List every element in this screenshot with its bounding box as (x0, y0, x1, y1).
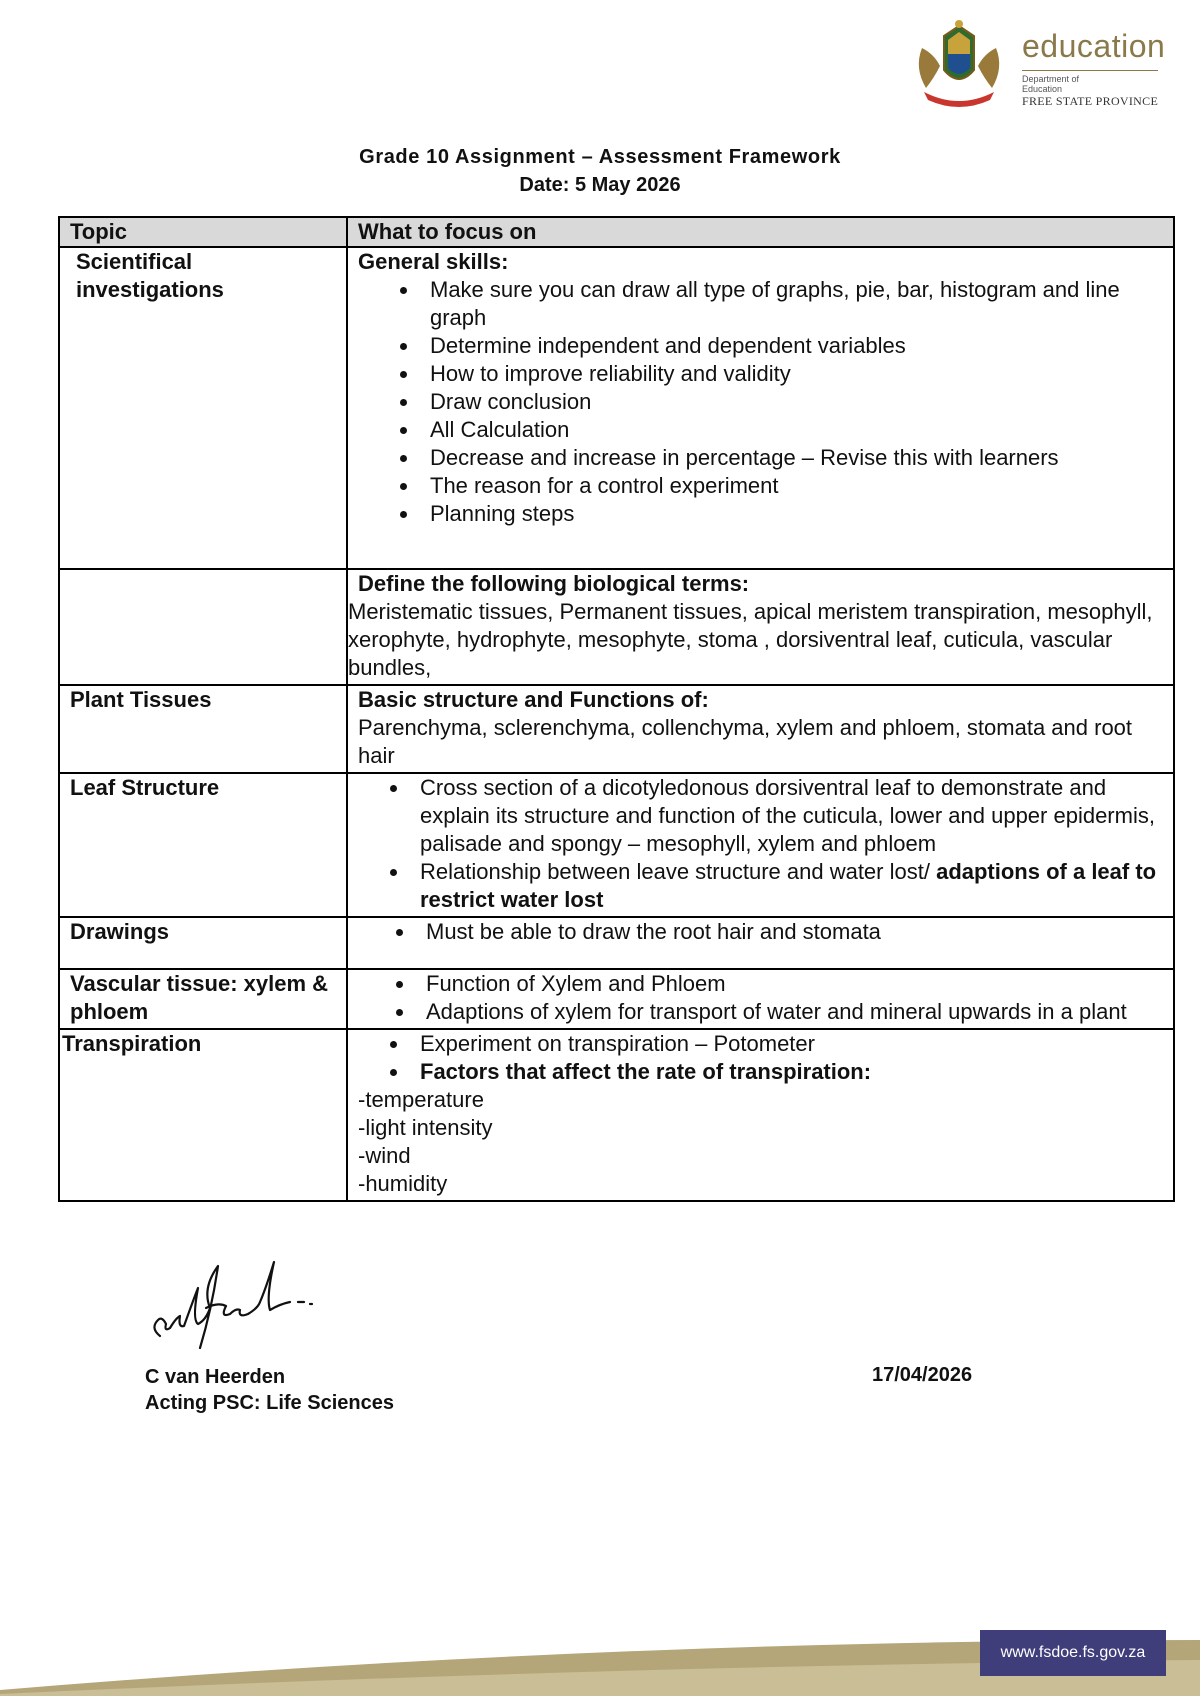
signature-date: 17/04/2026 (872, 1364, 973, 1386)
transpiration-factors-list (348, 1086, 1163, 1198)
drawings-list (358, 918, 1163, 946)
table-row (59, 569, 1174, 685)
logo-divider (1022, 70, 1158, 71)
list-item (410, 1058, 1163, 1086)
footer-website-url: www.fsdoe.fs.gov.za (980, 1630, 1166, 1676)
list-item: • Must be able to draw the root hair and stomata (416, 918, 1163, 946)
table-header-row (59, 217, 1174, 247)
department-logo (904, 18, 1164, 108)
topic-transpiration: Transpiration (62, 1031, 202, 1056)
topic-cell (59, 969, 347, 1029)
list-item (410, 858, 1173, 914)
list-item: • Experiment on transpiration – Potometer (410, 1030, 1163, 1058)
leaf-item-bold: adaptions of a leaf to restrict water lost (420, 859, 1157, 912)
biological-terms-heading: Define the following biological terms: (358, 571, 750, 596)
plant-tissues-text: Parenchyma, sclerenchyma, collenchyma, xylem and phloem, stomata and root hair (358, 715, 1133, 768)
logo-brand-text: education (1022, 28, 1166, 64)
topic-cell (59, 1029, 347, 1201)
general-skills-list (358, 276, 1163, 528)
focus-cell (347, 773, 1174, 917)
list-item: • All Calculation (420, 416, 1163, 444)
list-item: • Determine independent and dependent variables (420, 332, 1163, 360)
focus-cell (347, 969, 1174, 1029)
document-title: Grade 10 Assignment – Assessment Framework (359, 146, 841, 168)
list-item: • The reason for a control experiment (420, 472, 1163, 500)
signatory-block (145, 1364, 394, 1416)
focus-cell (347, 1029, 1174, 1201)
topic-scientifical-investigations: Scientifical investigations (76, 249, 224, 302)
list-item: -wind (358, 1143, 411, 1168)
topic-cell (59, 247, 347, 569)
general-skills-heading: General skills: (358, 249, 509, 274)
coat-of-arms-icon (904, 18, 1014, 108)
list-item: • Cross section of a dicotyledonous dorsiventral leaf to demonstrate and explain its structure and function of the cuticula, lower and upper epidermis, palisade and spongy – mesophyll, xylem and phloem (410, 774, 1173, 858)
assessment-framework-table (58, 216, 1175, 1202)
focus-cell (347, 685, 1174, 773)
list-item: • Function of Xylem and Phloem (416, 970, 1163, 998)
list-item: • Decrease and increase in percentage – Revise this with learners (420, 444, 1163, 472)
topic-drawings: Drawings (70, 919, 170, 944)
topic-plant-tissues: Plant Tissues (70, 687, 212, 712)
table-row (59, 247, 1174, 569)
list-item: -temperature (358, 1087, 484, 1112)
list-item: -humidity (358, 1171, 448, 1196)
leaf-item-plain: Relationship between leave structure and water lost/ (420, 859, 937, 884)
table-row (59, 917, 1174, 969)
logo-sub-line-3: FREE STATE PROVINCE (1022, 94, 1159, 108)
topic-cell-empty (59, 569, 347, 685)
topic-vascular-tissue: Vascular tissue: xylem & phloem (70, 971, 329, 1024)
topic-cell (59, 917, 347, 969)
leaf-structure-list (358, 774, 1173, 914)
document-date: Date: 5 May 2026 (519, 174, 681, 196)
transpiration-list (348, 1030, 1163, 1086)
signatory-role: Acting PSC: Life Sciences (145, 1392, 394, 1414)
table-row (59, 773, 1174, 917)
biological-terms-text: Meristematic tissues, Permanent tissues, apical meristem transpiration, mesophyll, xerophyte, hydrophyte, mesophyte, stoma , dorsiventral leaf, cuticula, vascular bundles, (348, 599, 1153, 680)
column-header-topic: Topic (59, 217, 347, 247)
focus-cell (347, 569, 1174, 685)
list-item: -light intensity (358, 1115, 493, 1140)
transpiration-factors-heading: Factors that affect the rate of transpiration: (420, 1059, 872, 1084)
list-item: • Planning steps (420, 500, 1163, 528)
logo-sub-line-2: Education (1022, 84, 1063, 94)
column-header-focus: What to focus on (347, 217, 1174, 247)
focus-cell (347, 917, 1174, 969)
table-row (59, 1029, 1174, 1201)
list-item: • How to improve reliability and validity (420, 360, 1163, 388)
handwritten-signature (140, 1258, 350, 1358)
topic-cell (59, 773, 347, 917)
table-row (59, 969, 1174, 1029)
focus-cell (347, 247, 1174, 569)
table-row (59, 685, 1174, 773)
list-item: • Make sure you can draw all type of graphs, pie, bar, histogram and line graph (420, 276, 1163, 332)
plant-tissues-heading: Basic structure and Functions of: (358, 687, 709, 712)
list-item: • Draw conclusion (420, 388, 1163, 416)
list-item: • Adaptions of xylem for transport of water and mineral upwards in a plant (416, 998, 1163, 1026)
signatory-name: C van Heerden (145, 1366, 286, 1388)
vascular-list (358, 970, 1163, 1026)
logo-sub-line-1: Department of (1022, 74, 1080, 84)
topic-cell (59, 685, 347, 773)
topic-leaf-structure: Leaf Structure (70, 775, 220, 800)
